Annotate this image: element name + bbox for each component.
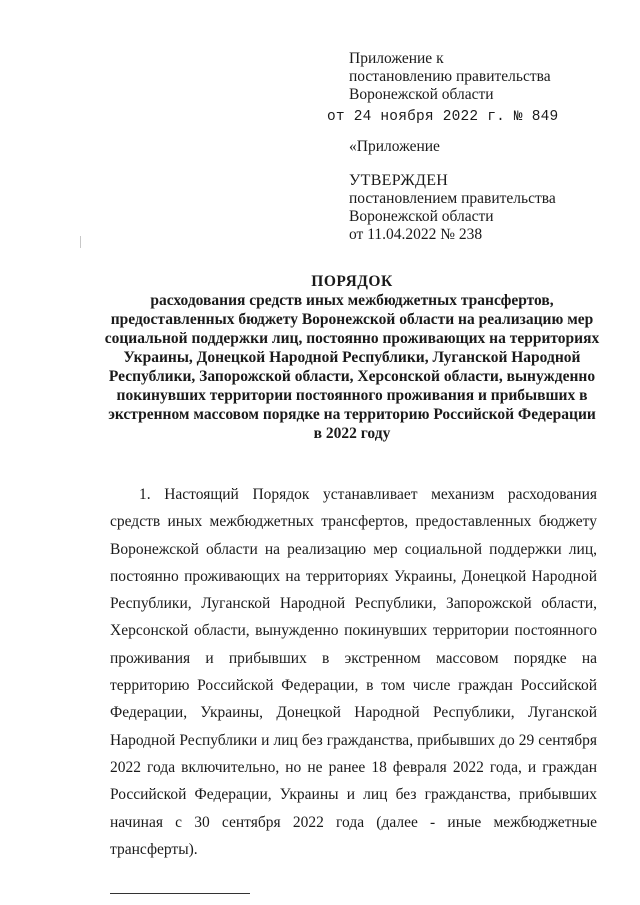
margin-mark bbox=[80, 236, 81, 248]
appendix-line-1: Приложение к bbox=[349, 50, 444, 67]
approval-title: УТВЕРЖДЕН bbox=[349, 172, 449, 189]
appendix-line-3: Воронежской области bbox=[349, 86, 494, 103]
approval-line-2: Воронежской области bbox=[349, 208, 494, 225]
appendix-line-2: постановлению правительства bbox=[349, 68, 551, 85]
document-title: ПОРЯДОК bbox=[311, 273, 393, 290]
footer-rule bbox=[110, 893, 250, 894]
appendix-date-stamp: от 24 ноября 2022 г. № 849 bbox=[327, 109, 559, 125]
approval-line-1: постановлением правительства bbox=[349, 190, 556, 207]
paragraph-1: 1. Настоящий Порядок устанавливает механизм расходования средств иных межбюджетных трансфертов, предоставленных бюджету Воронежской области на реализацию мер социальной поддержки лиц, постоянно проживающих на территориях Украины, Донецкой Народной Республики, Луганской Народной Республики, Запорожской области, Херсонской области, вынужденно покинувших территории постоянного проживания и прибывших в экстренном массовом порядке на территорию Российской Федерации, в том числе граждан Российской Федерации, Украины, Донецкой Народной Республики, Луганской Народной Республики и лиц без гражданства, прибывших до 29 сентября 2022 года включительно, но не ранее 18 февраля 2022 года, и граждан Российской Федерации, Украины и лиц без гражданства, прибывших начиная с 30 сентября 2022 года (далее - иные межбюджетные трансферты). bbox=[110, 486, 597, 858]
appendix-header bbox=[349, 50, 551, 104]
approval-appendix-label: «Приложение bbox=[349, 138, 440, 155]
document-subtitle: расходования средств иных межбюджетных трансфертов, предоставленных бюджету Воронежской области на реализацию мер социальной поддержки лиц, постоянно проживающих на территориях Украины, Донецкой Народной Республики, Луганской Народной Республики, Запорожской области, Херсонской области, вынужденно покинувших территории постоянного проживания и прибывших в экстренном массовом порядке на территорию Российской Федерации в 2022 году bbox=[104, 292, 600, 442]
approval-line-3: от 11.04.2022 № 238 bbox=[349, 226, 483, 243]
approval-block bbox=[349, 172, 556, 244]
document-title-block bbox=[92, 272, 612, 443]
